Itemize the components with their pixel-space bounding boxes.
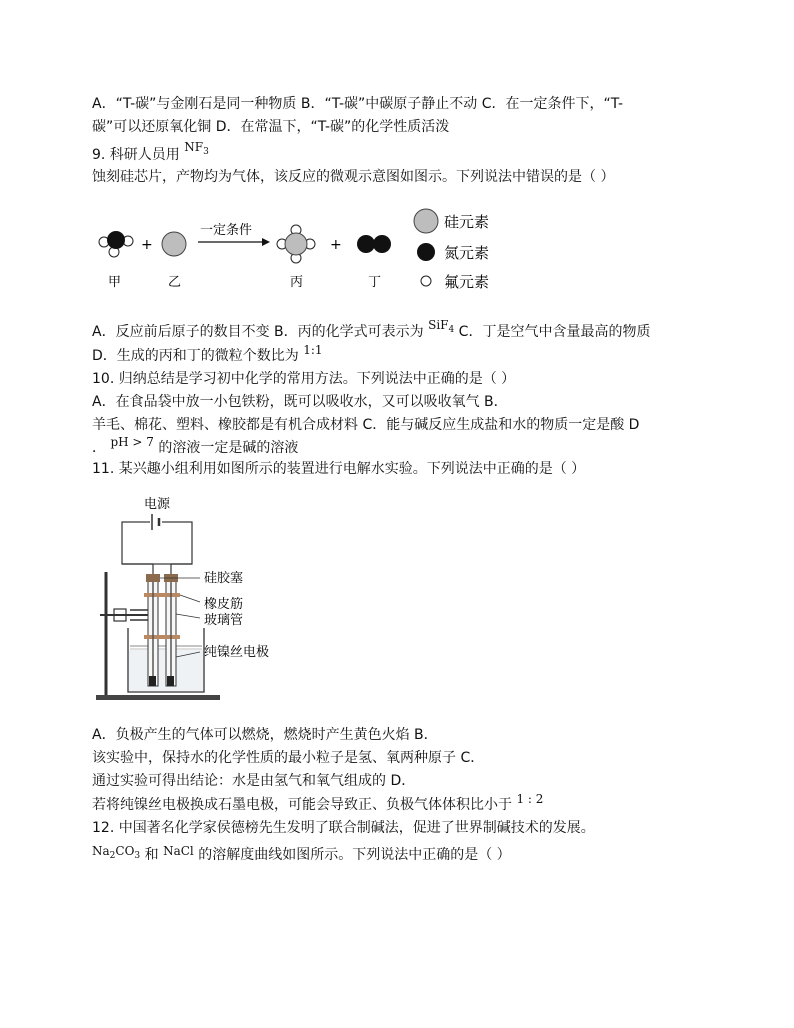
legend-nitrogen: 氮元素 [444,244,490,262]
label-jia: 甲 [108,275,122,290]
rubber-band-2 [144,635,180,639]
ratio-1-1: 1:1 [303,343,323,357]
label-rubber-band: 橡皮筋 [204,597,244,612]
q9-stem-line-2: 蚀刻硅芯片，产物均为气体，该反应的微观示意图如图示。下列说法中错误的是（ ） [92,169,615,185]
rubber-band-1 [144,593,180,597]
formula-sif4: SiF$_4$ [428,318,455,335]
q11-options-line-3: 通过实验可得出结论：水是由氢气和氧气组成的 D． [92,773,416,789]
q9-options-line-2: D．生成的丙和丁的微粒个数比为 1:1 [92,343,323,364]
q11-stem: 11. 某兴趣小组利用如图所示的装置进行电解水实验。下列说法中正确的是（ ） [92,461,586,477]
silicone-stopper-left [146,574,160,582]
q8-options-line-1: A．“T-碳”与金刚石是同一种物质 B．“T-碳”中碳原子静止不动 C．在一定条件下，“T- [92,96,624,112]
molecule-jia [99,231,133,257]
legend-fluorine: 氟元素 [444,273,490,291]
q9-reaction-diagram [92,204,522,296]
label-bing: 丙 [290,275,304,290]
label-silicone-stopper: 硅胶塞 [204,571,244,586]
q11-options-line-4: 若将纯镍丝电极换成石墨电极，可能会导致正、负极气体体积比小于 1 : 2 [92,792,544,813]
q12-stem: 12. 中国著名化学家侯德榜先生发明了联合制碱法，促进了世界制碱技术的发展。 [92,820,595,836]
molecule-bing [277,225,315,263]
q9-options-line-1: A．反应前后原子的数目不变 B．丙的化学式可表示为 SiF$_4$ C．丁是空气中含量最高的物质 [92,318,651,340]
formula-nf3: $NF_3$ [184,140,209,157]
formula-na2co3: $Na_2CO_3$ [92,844,141,861]
legend-fluorine-icon [421,276,431,286]
molecule-yi [162,232,186,256]
legend-silicon: 硅元素 [444,213,490,231]
stand-base [96,695,220,700]
label-nickel-electrode: 纯镍丝电极 [204,645,270,660]
q11-electrolysis-diagram [92,492,312,704]
ph-formula: pH > 7 [110,435,154,449]
ratio-1-2: 1 : 2 [516,792,544,806]
label-glass-tube: 玻璃管 [204,613,244,628]
q11-options-line-2: 该实验中，保持水的化学性质的最小粒子是氢、氧两种原子 C． [92,750,485,766]
label-power: 电源 [144,497,171,512]
q11-options-line-1: A．负极产生的气体可以燃烧，燃烧时产生黄色火焰 B． [92,727,438,743]
q10-options-line-1: A．在食品袋中放一小包铁粉，既可以吸收水，又可以吸收氧气 B． [92,394,508,410]
legend-nitrogen-icon [417,243,435,261]
label-yi: 乙 [168,275,182,290]
q10-stem: 10. 归纳总结是学习初中化学的常用方法。下列说法中正确的是（ ） [92,371,516,387]
plus-sign-2: + [330,237,342,253]
q8-options-line-2: 碳”可以还原氧化铜 D．在常温下，“T-碳”的化学性质活泼 [92,119,450,135]
formula-nacl: NaCl [163,844,194,858]
label-ding: 丁 [368,275,382,290]
legend-silicon-icon [414,209,438,233]
q9-stem-line-1 [92,140,209,169]
q10-options-line-2: 羊毛、棉花、塑料、橡胶都是有机合成材料 C．能与碱反应生成盐和水的物质一定是酸 D [92,417,640,433]
molecule-ding [357,235,391,253]
plus-sign-1: + [141,237,153,253]
q10-options-line-3: ． pH > 7 的溶液一定是碱的溶液 [92,435,299,456]
q12-stem-line-2: $Na_2CO_3$ 和 NaCl 的溶解度曲线如图所示。下列说法中正确的是（ ） [92,844,511,863]
reaction-condition: 一定条件 [200,223,253,238]
q9-stem-prefix: 9. 科研人员用 [92,147,180,163]
